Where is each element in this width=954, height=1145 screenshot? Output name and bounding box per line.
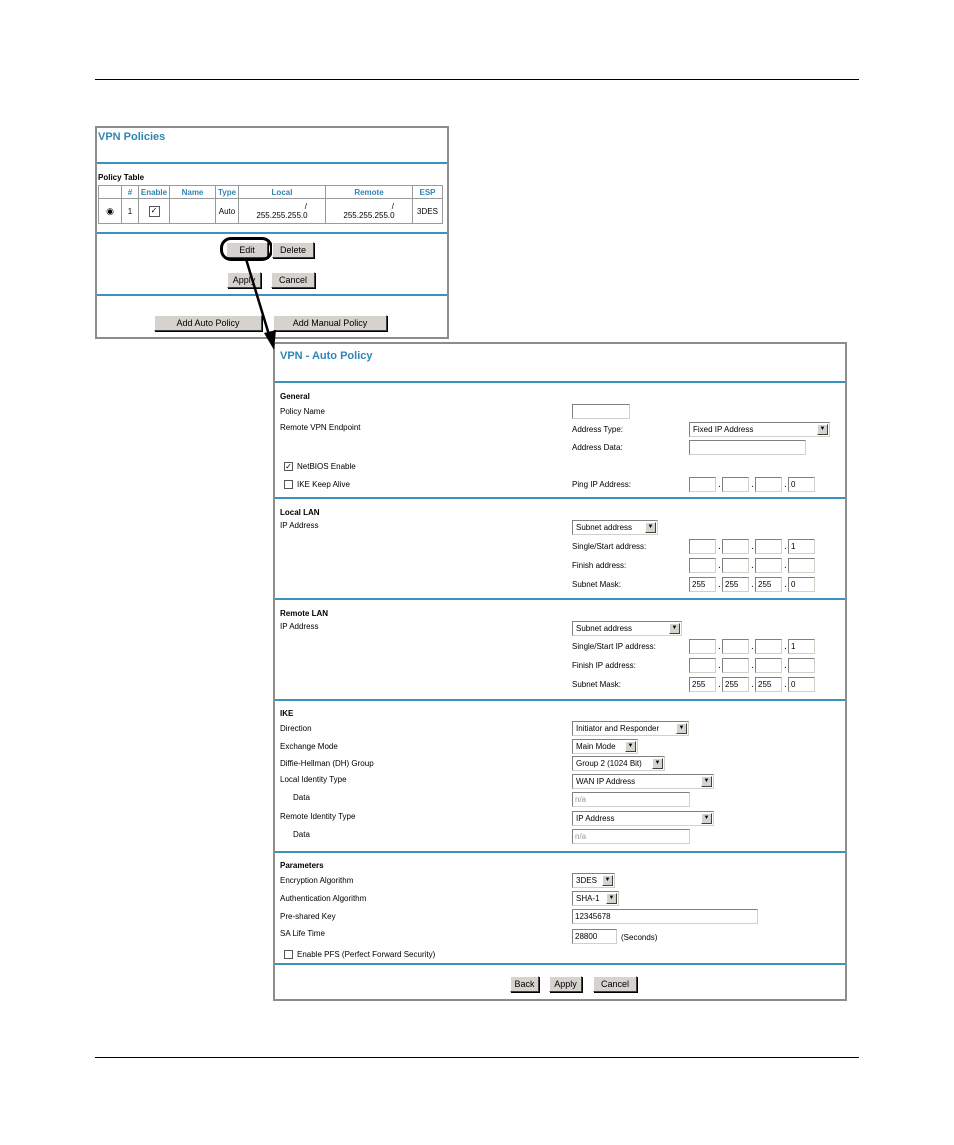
- col-enable: Enable: [139, 186, 170, 199]
- row-type: Auto: [216, 199, 239, 224]
- remote-start-label: Single/Start IP address:: [572, 642, 656, 651]
- row-local-slash: /: [304, 202, 307, 211]
- remote-endpoint-label: Remote VPN Endpoint: [280, 423, 361, 432]
- ping-octet-4[interactable]: 0: [788, 477, 815, 492]
- dot-separator: .: [718, 560, 721, 571]
- netbios-label: NetBIOS Enable: [297, 462, 356, 471]
- dh-group-label: Diffie-Hellman (DH) Group: [280, 759, 374, 768]
- col-number: #: [122, 186, 139, 199]
- dropdown-arrow-icon[interactable]: ▼: [701, 813, 712, 824]
- preshared-key-label: Pre-shared Key: [280, 912, 336, 921]
- ping-ip-label: Ping IP Address:: [572, 480, 631, 489]
- dot-separator: .: [718, 579, 721, 590]
- remote-start-octet-4[interactable]: 1: [788, 639, 815, 654]
- local-mask-octet-3[interactable]: 255: [755, 577, 782, 592]
- address-data-label: Address Data:: [572, 443, 623, 452]
- sa-lifetime-label: SA Life Time: [280, 929, 325, 938]
- dropdown-arrow-icon[interactable]: ▼: [602, 875, 613, 886]
- dot-separator: .: [751, 579, 754, 590]
- dot-separator: .: [718, 479, 721, 490]
- local-ip-address-label: IP Address: [280, 521, 319, 530]
- row-esp: 3DES: [413, 199, 443, 224]
- dot-separator: .: [718, 541, 721, 552]
- address-type-label: Address Type:: [572, 425, 623, 434]
- dot-separator: .: [718, 641, 721, 652]
- dot-separator: .: [784, 579, 787, 590]
- row-number: 1: [122, 199, 139, 224]
- address-type-value: Fixed IP Address: [693, 425, 754, 434]
- dot-separator: .: [784, 679, 787, 690]
- dh-group-value: Group 2 (1024 Bit): [576, 759, 642, 768]
- dot-separator: .: [751, 560, 754, 571]
- auto-policy-title: VPN - Auto Policy: [280, 350, 373, 362]
- col-remote: Remote: [326, 186, 413, 199]
- sa-lifetime-input[interactable]: 28800: [572, 929, 617, 944]
- col-local: Local: [239, 186, 326, 199]
- local-identity-label: Local Identity Type: [280, 775, 347, 784]
- dropdown-arrow-icon[interactable]: ▼: [652, 758, 663, 769]
- policy-table-title: Policy Table: [98, 173, 145, 182]
- remote-address-type-value: Subnet address: [576, 624, 633, 633]
- ike-heading: IKE: [280, 709, 294, 718]
- remote-mask-octet-4[interactable]: 0: [788, 677, 815, 692]
- dropdown-arrow-icon[interactable]: ▼: [625, 741, 636, 752]
- encryption-value: 3DES: [576, 876, 597, 885]
- dot-separator: .: [751, 479, 754, 490]
- dropdown-arrow-icon[interactable]: ▼: [701, 776, 712, 787]
- remote-mask-label: Subnet Mask:: [572, 680, 621, 689]
- row-remote-slash: /: [391, 202, 394, 211]
- local-data-input[interactable]: n/a: [572, 792, 690, 807]
- dot-separator: .: [784, 641, 787, 652]
- dropdown-arrow-icon[interactable]: ▼: [669, 623, 680, 634]
- dot-separator: .: [751, 641, 754, 652]
- col-type: Type: [216, 186, 239, 199]
- apply-button[interactable]: Apply: [227, 272, 261, 288]
- dropdown-arrow-icon[interactable]: ▼: [817, 424, 828, 435]
- local-data-label: Data: [293, 793, 310, 802]
- vpn-policies-title: VPN Policies: [98, 131, 166, 143]
- add-manual-policy-button[interactable]: Add Manual Policy: [273, 315, 387, 331]
- dropdown-arrow-icon[interactable]: ▼: [606, 893, 617, 904]
- local-lan-heading: Local LAN: [280, 508, 320, 517]
- edit-button[interactable]: Edit: [226, 242, 268, 258]
- local-mask-octet-4[interactable]: 0: [788, 577, 815, 592]
- remote-data-input[interactable]: n/a: [572, 829, 690, 844]
- remote-mask-octet-1[interactable]: 255: [689, 677, 716, 692]
- back-button[interactable]: Back: [510, 976, 539, 992]
- direction-value: Initiator and Responder: [576, 724, 660, 733]
- local-start-octet-4[interactable]: 1: [788, 539, 815, 554]
- remote-identity-value: IP Address: [576, 814, 615, 823]
- dot-separator: .: [718, 679, 721, 690]
- authentication-value: SHA-1: [576, 894, 600, 903]
- dot-separator: .: [751, 679, 754, 690]
- exchange-mode-value: Main Mode: [576, 742, 616, 751]
- preshared-key-input[interactable]: 12345678: [572, 909, 758, 924]
- dropdown-arrow-icon[interactable]: ▼: [645, 522, 656, 533]
- general-heading: General: [280, 392, 310, 401]
- dot-separator: .: [784, 660, 787, 671]
- dot-separator: .: [784, 541, 787, 552]
- delete-button[interactable]: Delete: [272, 242, 314, 258]
- pfs-label: Enable PFS (Perfect Forward Security): [297, 950, 436, 959]
- authentication-label: Authentication Algorithm: [280, 894, 367, 903]
- encryption-label: Encryption Algorithm: [280, 876, 354, 885]
- parameters-heading: Parameters: [280, 861, 324, 870]
- remote-finish-label: Finish IP address:: [572, 661, 636, 670]
- row-remote-mask: 255.255.255.0: [343, 211, 395, 220]
- netbios-checkbox[interactable]: ✓: [285, 462, 292, 471]
- cancel-button[interactable]: Cancel: [593, 976, 637, 992]
- ike-keepalive-label: IKE Keep Alive: [297, 480, 350, 489]
- remote-lan-heading: Remote LAN: [280, 609, 329, 618]
- direction-label: Direction: [280, 724, 312, 733]
- remote-identity-label: Remote Identity Type: [280, 812, 356, 821]
- local-mask-octet-2[interactable]: 255: [722, 577, 749, 592]
- remote-mask-octet-2[interactable]: 255: [722, 677, 749, 692]
- row-enable-checkbox[interactable]: ✓: [139, 199, 170, 224]
- row-select-radio[interactable]: ◉: [99, 199, 122, 224]
- remote-mask-octet-3[interactable]: 255: [755, 677, 782, 692]
- local-mask-octet-1[interactable]: 255: [689, 577, 716, 592]
- dot-separator: .: [718, 660, 721, 671]
- dot-separator: .: [784, 479, 787, 490]
- dot-separator: .: [784, 560, 787, 571]
- exchange-mode-label: Exchange Mode: [280, 742, 338, 751]
- local-address-type-value: Subnet address: [576, 523, 633, 532]
- sa-lifetime-unit: (Seconds): [621, 933, 658, 942]
- remote-ip-address-label: IP Address: [280, 622, 319, 631]
- col-name: Name: [170, 186, 216, 199]
- dot-separator: .: [751, 660, 754, 671]
- dot-separator: .: [751, 541, 754, 552]
- col-esp: ESP: [413, 186, 443, 199]
- local-identity-value: WAN IP Address: [576, 777, 636, 786]
- local-start-label: Single/Start address:: [572, 542, 647, 551]
- row-local-mask: 255.255.255.0: [256, 211, 308, 220]
- remote-data-label: Data: [293, 830, 310, 839]
- cancel-button[interactable]: Cancel: [271, 272, 315, 288]
- local-finish-label: Finish address:: [572, 561, 627, 570]
- local-mask-label: Subnet Mask:: [572, 580, 621, 589]
- add-auto-policy-button[interactable]: Add Auto Policy: [154, 315, 262, 331]
- apply-button[interactable]: Apply: [549, 976, 582, 992]
- policy-name-label: Policy Name: [280, 407, 325, 416]
- dropdown-arrow-icon[interactable]: ▼: [676, 723, 687, 734]
